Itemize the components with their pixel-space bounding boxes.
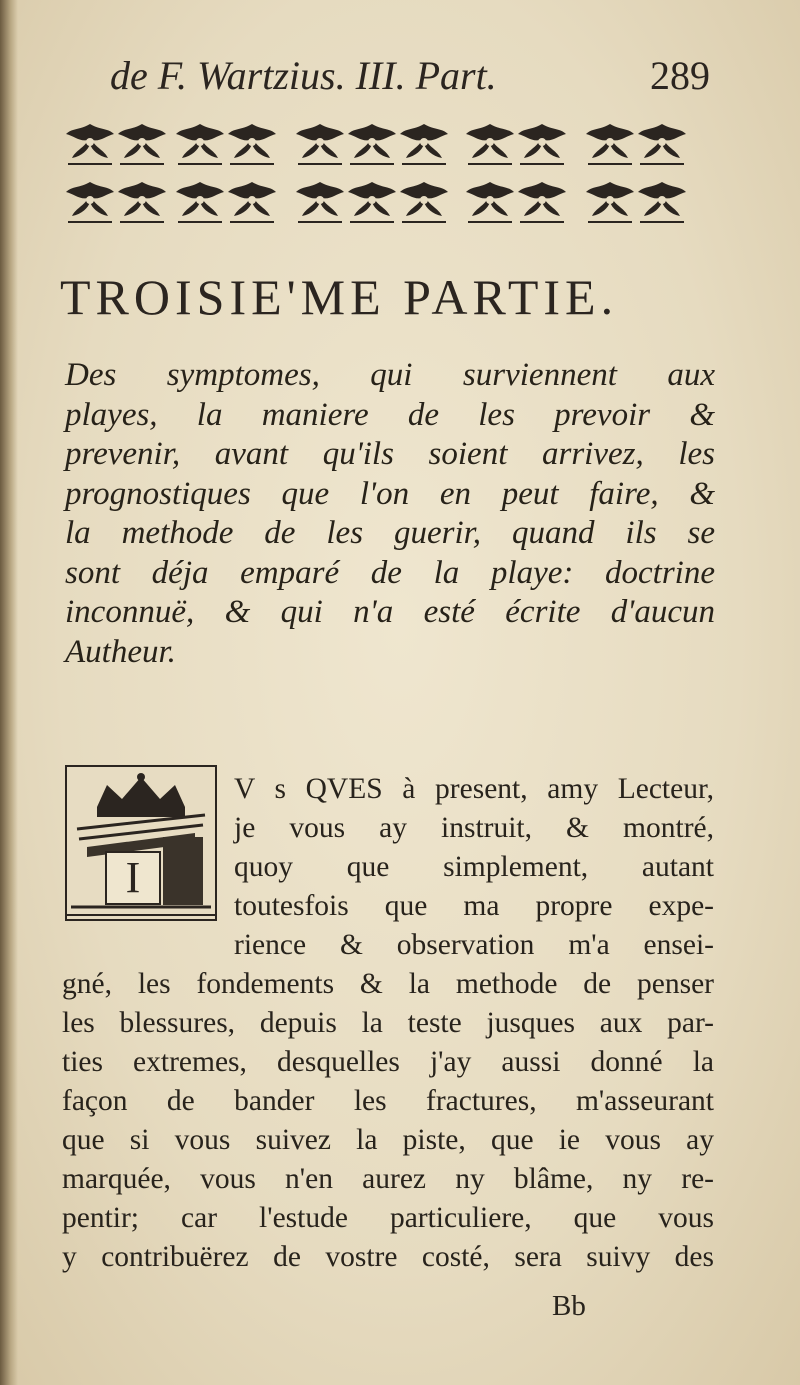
running-head — [110, 52, 710, 102]
body-line: toutesfois que ma propre expe- — [234, 890, 714, 922]
body-line: que si vous suivez la piste, que ie vous ay — [62, 1124, 714, 1156]
summary-line: sont déja emparé de la playe: doctrine — [65, 554, 715, 591]
body-line: rience & observation m'a ensei- — [234, 929, 714, 961]
body-line: je vous ay instruit, & montré, — [234, 812, 714, 844]
binding-gutter — [0, 0, 18, 1385]
body-line: ties extremes, desquelles j'ay aussi donné la — [62, 1046, 714, 1078]
body-line: pentir; car l'estude particuliere, que vous — [62, 1202, 714, 1234]
body-line: y contribuërez de vostre costé, sera suivy des — [62, 1241, 714, 1273]
section-heading: TROISIE'ME PARTIE. — [60, 269, 619, 325]
summary-line: Des symptomes, qui surviennent aux — [65, 357, 715, 393]
summary-line: playes, la maniere de les prevoir & — [65, 396, 715, 433]
body-line: marquée, vous n'en aurez ny blâme, ny re- — [62, 1163, 714, 1195]
fleuron-band — [62, 118, 690, 230]
summary-line: prevenir, avant qu'ils soient arrivez, les — [65, 436, 715, 472]
body-line: V s QVES à present, amy Lecteur, — [234, 773, 714, 805]
fleuron-row-top — [66, 124, 686, 164]
body-line: quoy que simplement, autant — [234, 851, 714, 883]
body-line: gné, les fondements & la methode de penser — [62, 968, 714, 1000]
drop-cap-letter: I — [105, 851, 161, 905]
body-line: façon de bander les fractures, m'asseurant — [62, 1085, 714, 1117]
signature-mark: Bb — [552, 1290, 586, 1322]
summary-line: la methode de les guerir, quand ils se — [65, 515, 715, 551]
body-line: les blessures, depuis la teste jusques aux par- — [62, 1007, 714, 1039]
running-head-title: de F. Wartzius. III. Part. — [110, 53, 497, 98]
summary-line: prognostiques que l'on en peut faire, & — [65, 475, 715, 512]
body-text — [62, 770, 714, 1277]
summary-line: inconnuë, & qui n'a esté écrite d'aucun — [65, 594, 715, 630]
fleuron-row-bottom — [66, 182, 686, 222]
section-summary — [65, 356, 715, 672]
summary-line: Autheur. — [65, 633, 176, 670]
page-number: 289 — [650, 53, 710, 98]
